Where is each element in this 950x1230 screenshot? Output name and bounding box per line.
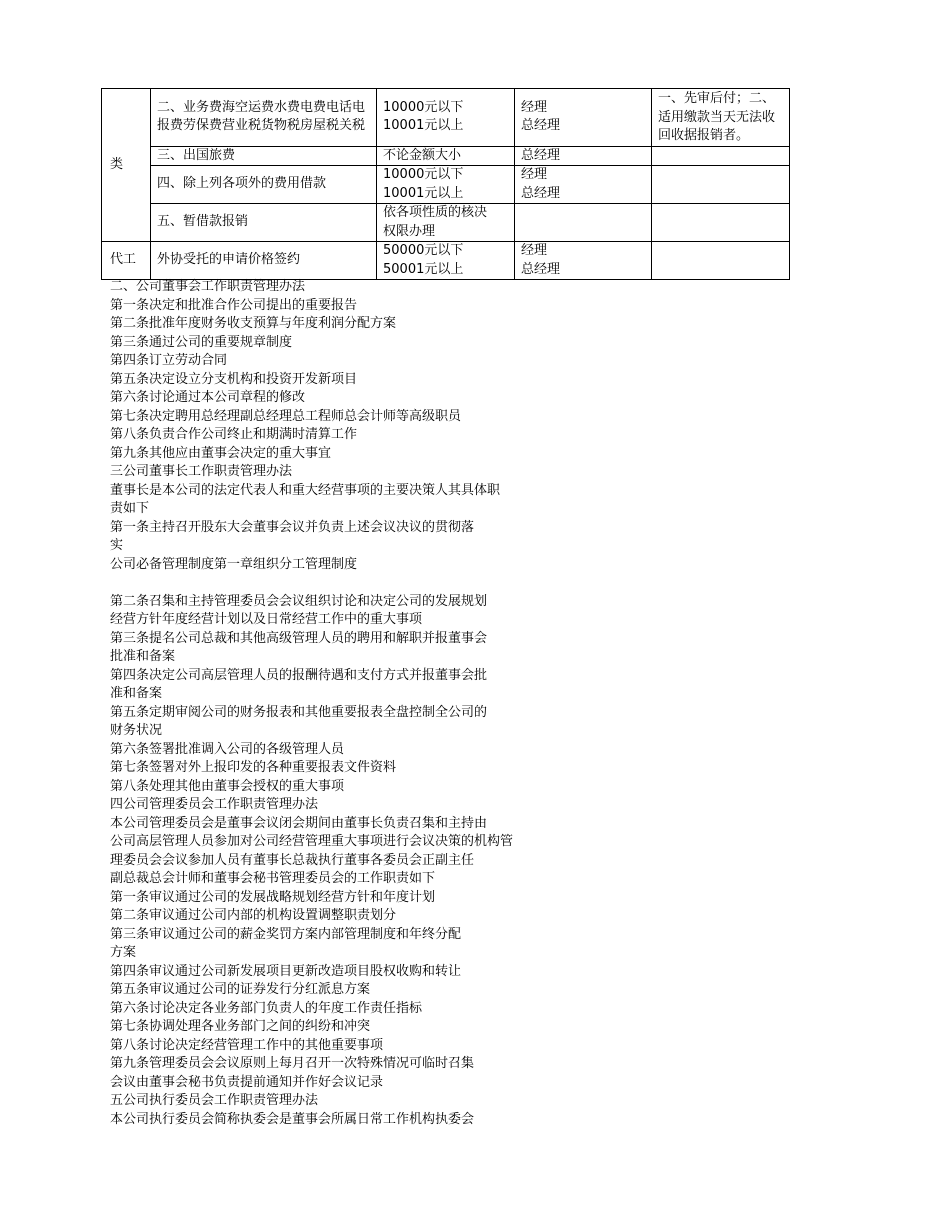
text-line: 第九条其他应由董事会决定的重大事宜 — [110, 445, 332, 461]
text-line: 四公司管理委员会工作职责管理办法 — [110, 797, 319, 812]
text-line: 第三条提名公司总裁和其他高级管理人员的聘用和解职并报董事会 — [110, 630, 488, 646]
amount-line: 10001元以上 — [383, 185, 464, 201]
text-line: 第一条主持召开股东大会董事会议并负责上述会议决议的贯彻落 — [110, 519, 475, 535]
note-cell — [652, 242, 790, 280]
text-line: 本公司执行委员会简称执委会是董事会所属日常工作机构执委会 — [110, 1111, 475, 1127]
text-line: 第一条审议通过公司的发展战略规划经营方针和年度计划 — [110, 889, 436, 905]
amount-cell — [377, 242, 515, 280]
text-line: 第九条管理委员会会议原则上每月召开一次特殊情况可临时召集 — [110, 1056, 475, 1071]
approver-line: 总经理 — [521, 185, 561, 201]
text-line: 三公司董事长工作职责管理办法 — [110, 464, 293, 479]
text-line: 第二条召集和主持管理委员会会议组织讨论和决定公司的发展规划 — [110, 593, 488, 609]
table-row — [102, 166, 790, 204]
text-line: 第七条签署对外上报印发的各种重要报表文件资料 — [110, 760, 397, 775]
amount-line: 50000元以下 — [383, 243, 464, 258]
amount-line: 权限办理 — [383, 223, 436, 239]
text-line: 五公司执行委员会工作职责管理办法 — [110, 1093, 319, 1108]
text-line: 副总裁总会计师和董事会秘书管理委员会的工作职责如下 — [110, 871, 436, 886]
item-cell: 外协受托的申请价格签约 — [151, 242, 377, 280]
text-line: 第六条签署批准调入公司的各级管理人员 — [110, 741, 345, 757]
text-line: 责如下 — [110, 501, 150, 516]
item-cell: 二、业务费海空运费水费电费电话电报费劳保费营业税货物税房屋税关税 — [151, 89, 377, 147]
text-line: 理委员会会议参加人员有董事长总裁执行董事各委员会正副主任 — [110, 852, 475, 868]
text-line: 第五条决定设立分支机构和投资开发新项目 — [110, 371, 358, 387]
approver-cell: 总经理 — [515, 146, 652, 166]
text-line: 第七条协调处理各业务部门之间的纠纷和冲突 — [110, 1019, 371, 1034]
note-cell: 一、先审后付；二、适用缴款当天无法收回收据报销者。 — [652, 89, 790, 147]
text-line: 董事长是本公司的法定代表人和重大经营事项的主要决策人其具体职 — [110, 482, 501, 498]
text-line: 第四条决定公司高层管理人员的报酬待遇和支付方式并报董事会批 — [110, 667, 488, 683]
text-line: 第一条决定和批准合作公司提出的重要报告 — [110, 297, 358, 313]
table-row — [102, 146, 790, 166]
item-cell: 四、除上列各项外的费用借款 — [151, 166, 377, 204]
category-cell: 类 — [102, 89, 151, 242]
text-line: 公司必备管理制度第一章组织分工管理制度 — [110, 556, 358, 572]
text-line: 会议由董事会秘书负责提前通知并作好会议记录 — [110, 1074, 384, 1090]
text-line: 第八条讨论决定经营管理工作中的其他重要事项 — [110, 1037, 384, 1053]
text-line: 财务状况 — [110, 723, 163, 738]
approver-line: 经理 — [521, 167, 548, 182]
text-line: 第三条通过公司的重要规章制度 — [110, 334, 293, 350]
blank-line — [110, 574, 570, 593]
text-line: 本公司管理委员会是董事会议闭会期间由董事长负责召集和主持由 — [110, 815, 488, 831]
text-line: 二、公司董事会工作职责管理办法 — [110, 279, 306, 294]
text-line: 第五条审议通过公司的证券发行分红派息方案 — [110, 982, 371, 997]
table-row — [102, 242, 790, 280]
text-line: 第四条订立劳动合同 — [110, 353, 228, 368]
approver-line: 总经理 — [521, 261, 561, 277]
table-row — [102, 204, 790, 242]
approver-cell — [515, 89, 652, 147]
approver-line: 经理 — [521, 243, 548, 258]
text-line: 方案 — [110, 945, 137, 960]
text-line: 第八条负责合作公司终止和期满时清算工作 — [110, 427, 358, 442]
table-row — [102, 89, 790, 147]
text-line: 第五条定期审阅公司的财务报表和其他重要报表全盘控制全公司的 — [110, 704, 488, 720]
text-line: 第四条审议通过公司新发展项目更新改造项目股权收购和转让 — [110, 963, 462, 979]
approver-cell — [515, 166, 652, 204]
approver-cell — [515, 242, 652, 280]
text-line: 第七条决定聘用总经理副总经理总工程师总会计师等高级职员 — [110, 408, 462, 424]
text-line: 第二条审议通过公司内部的机构设置调整职责划分 — [110, 908, 397, 923]
category-cell: 代工 — [102, 242, 151, 280]
text-line: 准和备案 — [110, 686, 163, 701]
note-cell — [652, 146, 790, 166]
approver-line: 经理 — [521, 99, 548, 115]
amount-line: 依各项性质的核决 — [383, 205, 488, 220]
text-line: 第六条讨论通过本公司章程的修改 — [110, 390, 306, 405]
text-line: 第三条审议通过公司的薪金奖罚方案内部管理制度和年终分配 — [110, 926, 462, 942]
amount-line: 10000元以下 — [383, 99, 464, 115]
text-line: 公司高层管理人员参加对公司经营管理重大事项进行会议决策的机构管 — [110, 834, 514, 849]
approver-line: 总经理 — [521, 118, 561, 134]
approval-authority-table — [101, 88, 790, 280]
text-line: 第二条批准年度财务收支预算与年度利润分配方案 — [110, 316, 397, 331]
note-cell — [652, 204, 790, 242]
approver-cell — [515, 204, 652, 242]
text-line: 实 — [110, 538, 124, 553]
amount-cell — [377, 166, 515, 204]
text-line: 第六条讨论决定各业务部门负责人的年度工作责任指标 — [110, 1000, 423, 1016]
text-line: 第八条处理其他由董事会授权的重大事项 — [110, 778, 345, 794]
amount-cell — [377, 204, 515, 242]
amount-cell — [377, 89, 515, 147]
amount-line: 10001元以上 — [383, 118, 464, 134]
amount-line: 50001元以上 — [383, 261, 464, 277]
text-line: 批准和备案 — [110, 649, 176, 664]
body-text — [110, 278, 570, 1129]
item-cell: 五、暂借款报销 — [151, 204, 377, 242]
item-cell: 三、出国旅费 — [151, 146, 377, 166]
note-cell — [652, 166, 790, 204]
amount-cell: 不论金额大小 — [377, 146, 515, 166]
text-line: 经营方针年度经营计划以及日常经营工作中的重大事项 — [110, 612, 423, 627]
amount-line: 10000元以下 — [383, 167, 464, 182]
